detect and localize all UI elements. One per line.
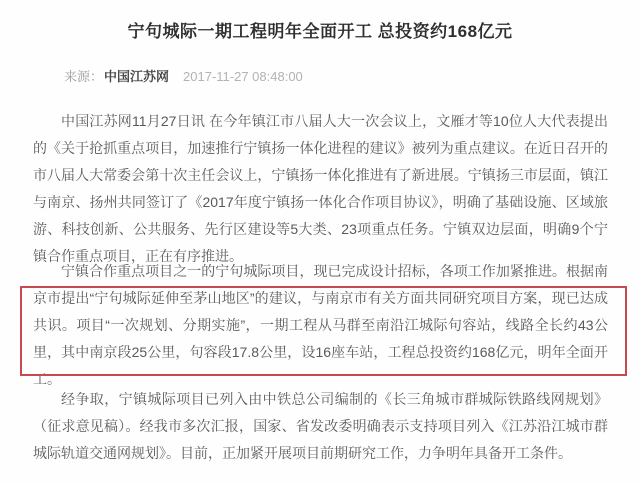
published-datetime: 2017-11-27 08:48:00: [183, 69, 303, 84]
article-paragraph-3: 经争取，宁镇城际项目已列入由中铁总公司编制的《长三角城市群城际铁路线网规划》（征求意见稿）。经我市多次汇报，国家、省发改委明确表示支持项目列入《江苏沿江城市群城际轨道交通网规划》。目前，正加紧开展项目前期研究工作，力争明年具备开工条件。: [33, 391, 608, 461]
article-title: 宁句城际一期工程明年全面开工 总投资约168亿元: [127, 22, 513, 41]
source-name: 中国江苏网: [104, 69, 170, 84]
article-paragraph-2: 宁镇合作重点项目之一的宁句城际项目，现已完成设计招标，各项工作加紧推进。根据南京市提出“宁句城际延伸至茅山地区”的建议，与南京市有关方面共同研究项目方案，现已达成共识。项目“一次规划、分期实施”，一期工程从马群至南沿江城际句容站，线路全长约43公里，其中南京段25公里，句容段17.8公里，设16座车站，工程总投资约168亿元，明年全面开工。: [33, 263, 608, 387]
article-paragraph-1: 中国江苏网11月27日讯 在今年镇江市八届人大一次会议上，文雁才等10位人大代表提出的《关于抢抓重点项目，加速推行宁镇扬一体化进程的建议》被列为重点建议。在近日召开的市八届人大常委会第十次主任会议上，宁镇扬一体化推进有了新进展。宁镇扬三市层面，镇江与南京、扬州共同签订了《2017年度宁镇扬一体化合作项目协议》，明确了基础设施、区域旅游、科技创新、公共服务、先行区建设等5大类、23项重点任务。宁镇双边层面，明确9个宁镇合作重点项目，正在有序推进。: [33, 113, 608, 264]
source-label: 来源：: [64, 69, 104, 84]
article-meta: [64, 66, 303, 85]
